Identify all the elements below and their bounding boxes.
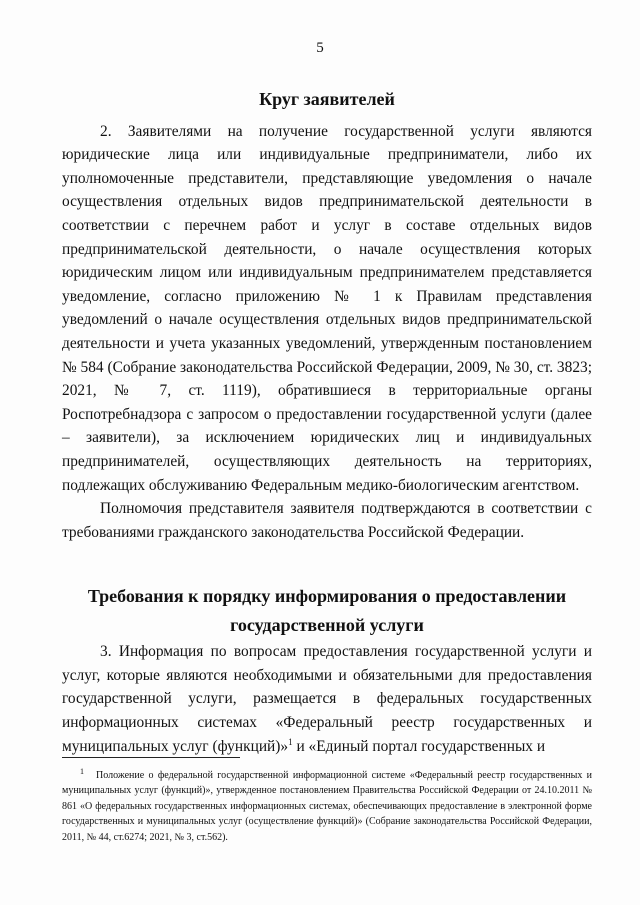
paragraph-3-text-part1: 3. Информация по вопросам предоставления государственной услуги и услуг, которые являются необходимыми и обязательными для предоставления государственной услуги, размещается в федеральных государственных информационных системах «Федеральный реестр государственных и муниципальных услуг (функций)» xyxy=(62,643,592,755)
paragraph-2-applicants: 2. Заявителями на получение государственной услуги являются юридические лица или индивидуальные предприниматели, либо их уполномоченные представители, представляющие уведомления о начале осуществления отдельных видов предпринимательской деятельности в соответствии с перечнем работ и услуг в составе отдельных видов предпринимательской деятельности, о начале осуществления которых юридическим лицом или индивидуальным предпринимателем представляется уведомление, согласно приложению № 1 к Правилам представления уведомлений о начале осуществления отдельных видов предпринимательской деятельности и учета указанных уведомлений, утвержденным постановлением № 584 (Собрание законодательства Российской Федерации, 2009, № 30, ст. 3823; 2021, № 7, ст. 1119), обратившиеся в территориальные органы Роспотребнадзора с запросом о предоставлении государственной услуги (далее – заявители), за исключением юридических лиц и индивидуальных предпринимателей, осуществляющих деятельность на территориях, подлежащих обслуживанию Федеральным медико-биологическим агентством. xyxy=(62,122,592,494)
section-heading-informing-line1: Требования к порядку информирования о предоставлении xyxy=(87,586,567,607)
footnote-separator xyxy=(62,757,240,758)
section-heading-informing-line2: государственной услуги xyxy=(230,615,424,636)
footnote-mark: 1 xyxy=(80,766,84,776)
page-number: 5 xyxy=(316,40,324,56)
section-heading-informing xyxy=(62,582,592,640)
footnote-reference[interactable]: 1 xyxy=(288,736,293,747)
footnote xyxy=(62,768,592,845)
section-heading-applicants: Круг заявителей xyxy=(259,89,395,109)
paragraph-3-information xyxy=(62,640,592,758)
paragraph-3-text-part2: и «Единый портал государственных и xyxy=(292,737,546,755)
paragraph-representative-authority: Полномочия представителя заявителя подтверждаются в соответствии с требованиями гражданского законодательства Российской Федерации. xyxy=(62,500,592,541)
page-content xyxy=(62,88,592,758)
footnote-text: Положение о федеральной государственной информационной системе «Федеральный реестр государственных и муниципальных услуг (функций)», утвержденное постановлением Правительства Российской Федерации от 24.10.2011 № 861 «О федеральных государственных информационных системах, обеспечивающих предоставление в электронной форме государственных и муниципальных услуг (осуществление функций)» (Собрание законодательства Российской Федерации, 2011, № 44, ст.6274; 2021, № 3, ст.562). xyxy=(62,770,592,843)
